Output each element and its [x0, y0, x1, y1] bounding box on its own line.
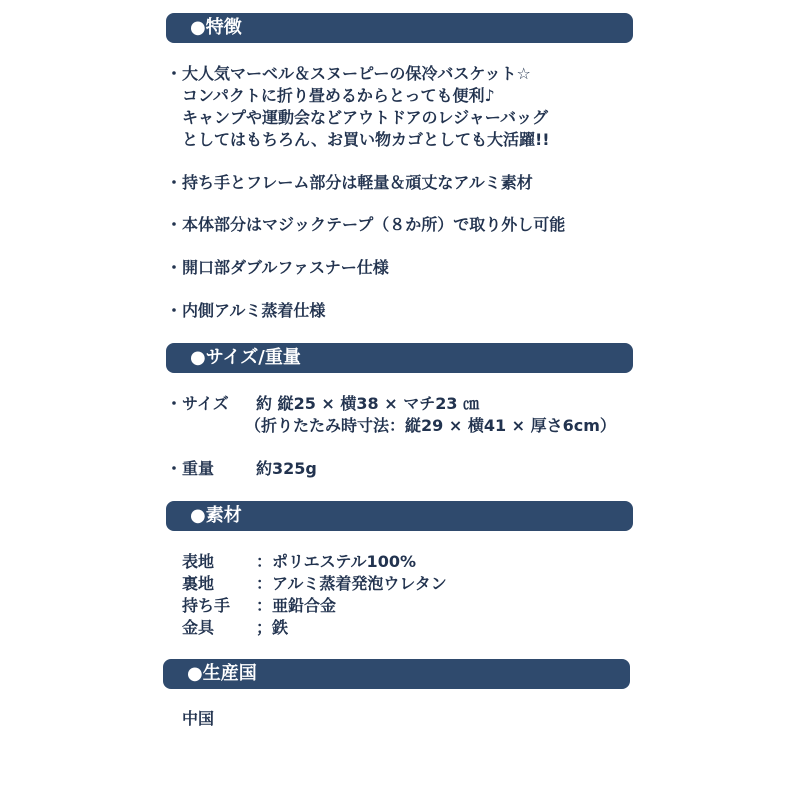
bullet: ・ — [166, 394, 183, 413]
material-label: 表地 — [182, 552, 215, 571]
origin-header: ●生産国 — [163, 659, 630, 689]
feature-line-2: コンパクトに折り畳めるからとっても便利♪ — [182, 86, 495, 105]
size-value: 約 縦25 × 横38 × マチ23 ㎝ — [256, 394, 480, 413]
weight-value: 約325g — [256, 459, 317, 478]
material-label: 裏地 — [182, 574, 215, 593]
feature-item-2: 持ち手とフレーム部分は軽量＆頑丈なアルミ素材 — [182, 173, 533, 192]
material-value: ：ポリエステル100% — [256, 552, 416, 571]
material-label: 金具 — [182, 618, 215, 637]
feature-line-4: としてはもちろん、お買い物カゴとしても大活躍!! — [182, 130, 550, 149]
bullet: ・ — [166, 173, 183, 192]
weight-label: 重量 — [182, 459, 215, 478]
material-value: ：アルミ蒸着発泡ウレタン — [256, 574, 447, 593]
material-label: 持ち手 — [182, 596, 231, 615]
size-label: サイズ — [182, 394, 229, 413]
bullet: ・ — [166, 301, 183, 320]
feature-item-5: 内側アルミ蒸着仕様 — [182, 301, 326, 320]
bullet: ・ — [166, 64, 183, 83]
bullet: ・ — [166, 215, 183, 234]
materials-header: ●素材 — [166, 501, 633, 531]
size-weight-header: ●サイズ/重量 — [166, 343, 633, 373]
feature-line-3: キャンプや運動会などアウトドアのレジャーバッグ — [182, 108, 549, 127]
bullet: ・ — [166, 459, 183, 478]
feature-line-1: 大人気マーベル＆スヌーピーの保冷バスケット☆ — [182, 64, 531, 83]
feature-item-3: 本体部分はマジックテープ（８か所）で取り外し可能 — [182, 215, 566, 234]
material-value: ：亜鉛合金 — [256, 596, 337, 615]
bullet: ・ — [166, 258, 183, 277]
features-header: ●特徴 — [166, 13, 633, 43]
origin-value: 中国 — [182, 709, 215, 728]
material-value: ；鉄 — [256, 618, 289, 637]
size-folded: （折りたたみ時寸法：縦29 × 横41 × 厚さ6cm） — [245, 416, 616, 435]
feature-item-4: 開口部ダブルファスナー仕様 — [182, 258, 389, 277]
